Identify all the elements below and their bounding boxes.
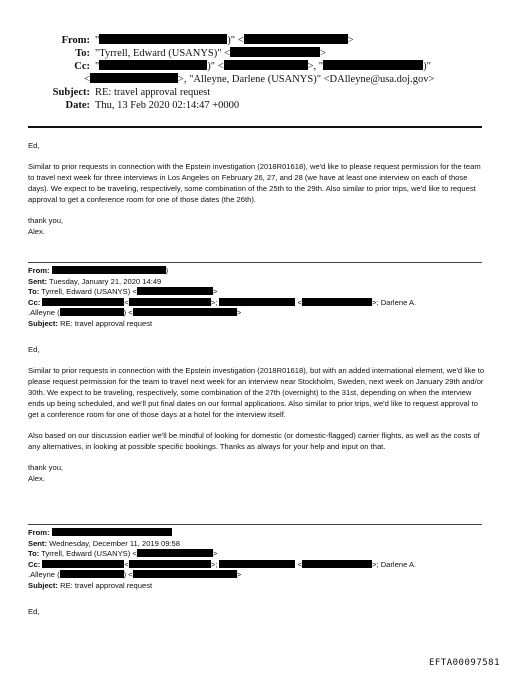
message-3-body: [28, 606, 488, 617]
redaction: [133, 308, 237, 316]
redaction: [302, 560, 372, 568]
cc-line-2: [28, 308, 416, 319]
redaction: [129, 298, 211, 306]
signoff: thank you,: [28, 463, 64, 472]
message-2-body: [28, 344, 488, 484]
to-text: "Tyrrell, Edward (USANYS)" <: [95, 48, 231, 59]
cc-line2: [84, 73, 434, 86]
cc-sep: <: [297, 297, 303, 307]
to-label: To:: [28, 287, 40, 296]
redaction: [129, 560, 211, 568]
to-value: [95, 47, 326, 60]
subject-value: RE: travel approval request: [95, 87, 211, 98]
cc-close: )": [423, 61, 431, 72]
to-label: To:: [28, 549, 40, 558]
cc2-name: .Alleyne (: [28, 570, 60, 579]
redaction: [323, 60, 423, 70]
cc-sep: <: [124, 297, 129, 307]
cc-open: ": [95, 61, 100, 72]
cc-label: Cc:: [28, 559, 41, 569]
cc-line1: [95, 60, 431, 73]
to-label: To:: [75, 48, 90, 59]
cc-sep: <: [124, 559, 129, 569]
message-2-header: [28, 266, 416, 329]
message-3-header: [28, 528, 416, 591]
from-mid: )" <: [227, 35, 244, 46]
redaction: [224, 60, 308, 70]
sent-value: Wednesday, December 11, 2019 09:58: [49, 538, 180, 548]
cc-end: >; Darlene A.: [372, 297, 417, 307]
redaction: [137, 549, 213, 557]
cc2-open: <: [84, 74, 90, 85]
signoff: thank you,: [28, 216, 64, 225]
paragraph: Similar to prior requests in connection with the Epstein investigation (2018R01618), but with an added international element, we'd like to please request permission for the team to travel next week for an interview near Stockholm, Sweden, next week on January 29th and/or 30th. We expect to be traveling, respectively, some combination of the 27th (overnight) to the 31st, depending on when the interview ends up being scheduled, and we'll put final dates on our formal applications. Also similar to prior trips, we'd like to request approval to get a conference room for one of those days at a hotel for the interview itself.: [28, 366, 485, 419]
redaction: [42, 298, 124, 306]
from-line: [28, 528, 416, 539]
cc-label: Cc:: [74, 61, 90, 72]
greeting: Ed,: [28, 345, 40, 354]
cc2-mid: ) <: [123, 308, 133, 317]
sent-label: Sent:: [28, 538, 47, 548]
redaction: [219, 560, 295, 568]
cc-sep: >;: [210, 297, 218, 307]
from-close: >: [347, 35, 354, 46]
from-value: [95, 34, 354, 47]
cc-label: Cc:: [28, 297, 41, 307]
cc-mid: )" <: [207, 61, 224, 72]
subject-line: [28, 581, 416, 592]
message-separator: [28, 262, 482, 263]
redaction: [219, 298, 295, 306]
signature-name: Alex.: [28, 227, 45, 236]
sent-value: Tuesday, January 21, 2020 14:49: [48, 276, 162, 286]
subject-label: Subject:: [28, 580, 58, 590]
header-rule: [28, 126, 482, 128]
redaction: [99, 60, 207, 70]
from-close: ): [165, 266, 169, 275]
greeting: Ed,: [28, 607, 40, 616]
cc-line-2: [28, 570, 416, 581]
redaction: [99, 34, 227, 44]
date-label: Date:: [65, 100, 90, 111]
signature-name: Alex.: [28, 474, 45, 483]
cc2-name: .Alleyne (: [28, 308, 60, 317]
paragraph: Similar to prior requests in connection with the Epstein investigation (2018R01618), we'd like to please request permission for the team to travel next week for three interviews in Los Angeles on February 26, 27, and 28 (we have at least one interview on each of those days). We expect to be traveling, respectively, some combination of the 25th to the 29th. Also similar to prior trips, we'd like to request approval to get a conference room for one of those dates (the 26th).: [28, 162, 481, 204]
to-value: Tyrrell, Edward (USANYS) <: [41, 287, 137, 296]
from-open: ": [95, 35, 100, 46]
redaction: [90, 73, 178, 83]
redaction: [60, 570, 124, 578]
message-1-body: [28, 140, 488, 237]
cc2-close: >: [236, 308, 242, 317]
subject-value: RE: travel approval request: [60, 580, 153, 590]
cc-mid2: >, ": [307, 61, 324, 72]
to-line: [28, 287, 416, 298]
cc2-close: >: [236, 570, 242, 579]
from-label: From:: [28, 528, 50, 537]
redaction: [244, 34, 348, 44]
cc2-rest: >, "Alleyne, Darlene (USANYS)" <DAlleyne@usa.doj.gov>: [177, 74, 435, 85]
redaction: [230, 47, 320, 57]
redaction: [302, 298, 372, 306]
sent-line: [28, 277, 416, 288]
cc-sep: <: [297, 559, 303, 569]
redaction: [133, 570, 237, 578]
cc-end: >; Darlene A.: [372, 559, 417, 569]
message-separator: [28, 524, 482, 525]
redaction: [52, 528, 172, 536]
paragraph: Also based on our discussion earlier we'll be mindful of looking for domestic (or domestic-flagged) carrier flights, as well as the costs of any alternatives, in looking at possible specific bookings. Thanks as always for your help and input on that.: [28, 431, 480, 451]
to-close: >: [212, 287, 218, 296]
to-close: >: [320, 48, 326, 59]
cc-sep: >;: [210, 559, 218, 569]
to-value: Tyrrell, Edward (USANYS) <: [41, 549, 137, 558]
sent-line: [28, 539, 416, 550]
redaction: [52, 266, 166, 274]
from-label: From:: [61, 35, 90, 46]
subject-value: RE: travel approval request: [60, 318, 153, 328]
from-label: From:: [28, 266, 50, 275]
cc-line: [28, 298, 416, 309]
sent-label: Sent:: [28, 276, 47, 286]
subject-label: Subject:: [52, 87, 90, 98]
to-line: [28, 549, 416, 560]
from-line: [28, 266, 416, 277]
cc2-mid: ) <: [123, 570, 133, 579]
date-value: Thu, 13 Feb 2020 02:14:47 +0000: [95, 100, 240, 111]
redaction: [42, 560, 124, 568]
subject-line: [28, 319, 416, 330]
redaction: [60, 308, 124, 316]
subject-label: Subject:: [28, 318, 58, 328]
to-close: >: [212, 549, 218, 558]
redaction: [137, 287, 213, 295]
cc-line: [28, 560, 416, 571]
greeting: Ed,: [28, 141, 40, 150]
bates-number: EFTA00097581: [428, 658, 500, 668]
